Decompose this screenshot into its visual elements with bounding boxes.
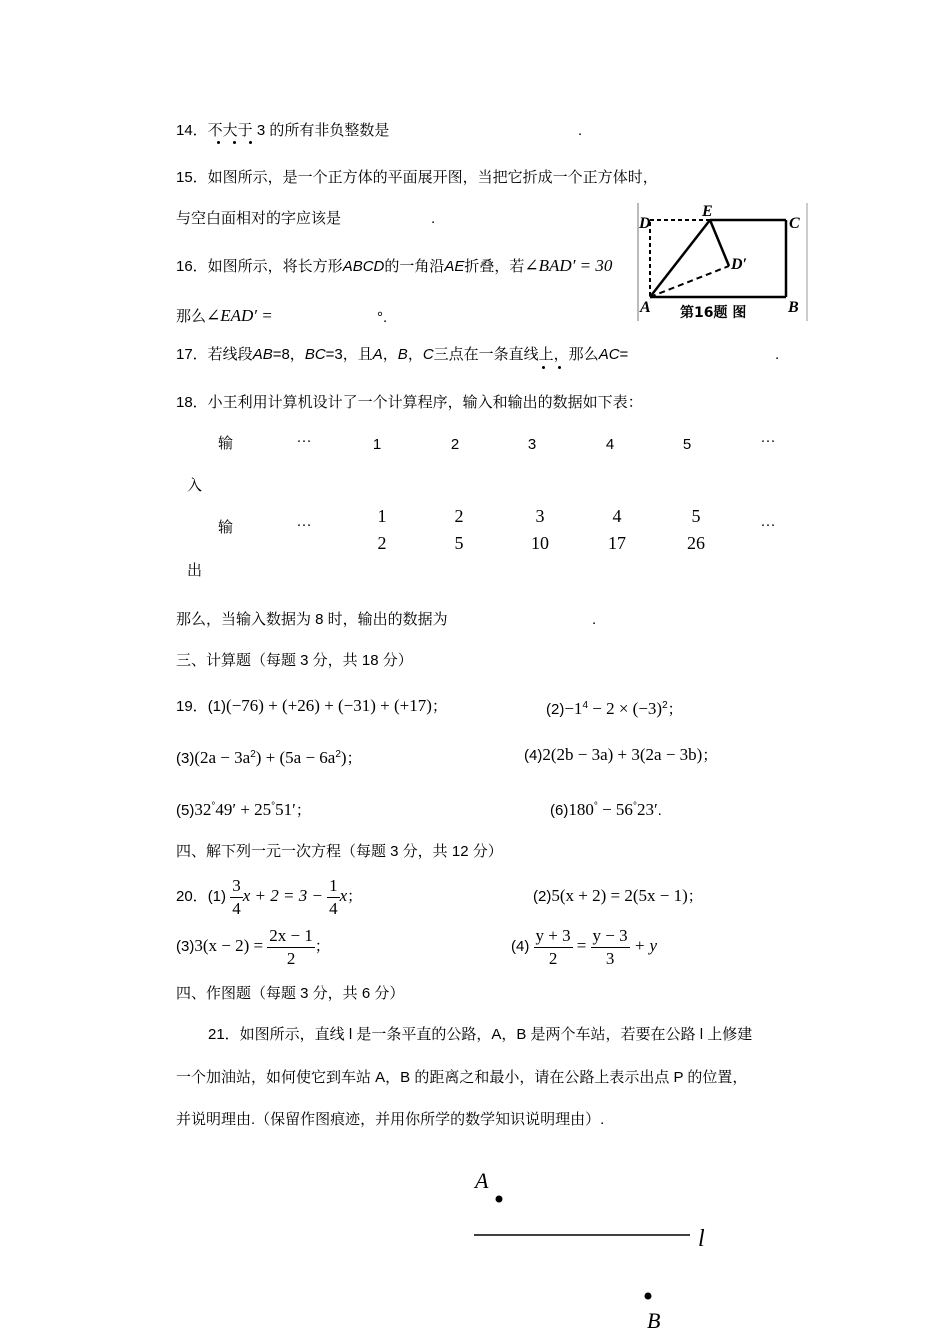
emphasis-dot bbox=[217, 141, 220, 144]
q20-part2: (2)5(x + 2) = 2(5x − 1)； bbox=[533, 886, 703, 905]
q14-text: 14．不大于 3 的所有非负整数是 bbox=[176, 122, 390, 139]
q20-part3: (3)3(x − 2) = $\frac{2x - 1}{2}$ ； bbox=[176, 925, 330, 968]
q15-end: . bbox=[431, 210, 436, 227]
q15-line2: 与空白面相对的字应该是 bbox=[176, 210, 342, 227]
q16-line2-end: °. bbox=[377, 309, 388, 326]
table-ellipsis: ··· bbox=[296, 516, 312, 533]
q15-line1: 15．如图所示，是一个正方体的平面展开图，当把它折成一个正方体时， bbox=[176, 169, 658, 186]
q19-part5: (5)32°49′ + 25°51′； bbox=[176, 800, 311, 819]
table-output-den: 2 bbox=[377, 533, 387, 553]
emphasis-dot bbox=[542, 366, 545, 369]
q18-after: 那么，当输入数据为 8 时，输出的数据为 bbox=[176, 611, 448, 628]
table-input-cell: 1 bbox=[372, 436, 382, 453]
fig21-label-a: A bbox=[475, 1168, 489, 1193]
emphasis-dot bbox=[233, 141, 236, 144]
q18-end: . bbox=[592, 611, 597, 628]
fig21-label-b: B bbox=[647, 1308, 661, 1333]
table-input-label-bottom: 入 bbox=[187, 477, 203, 494]
table-ellipsis: ··· bbox=[760, 432, 776, 449]
q18-text: 18．小王利用计算机设计了一个计算程序，输入和输出的数据如下表： bbox=[176, 394, 643, 411]
table-input-label-top: 输 bbox=[218, 435, 234, 452]
table-input-cell: 5 bbox=[682, 436, 692, 453]
emphasis-dot bbox=[249, 141, 252, 144]
q17-end: . bbox=[775, 346, 780, 363]
table-ellipsis: ··· bbox=[760, 516, 776, 533]
q16-line2: 那么∠EAD′ = bbox=[176, 306, 273, 325]
emphasis-dot bbox=[558, 366, 561, 369]
fig16-label-d: D bbox=[639, 215, 651, 232]
table-output-den: 10 bbox=[531, 533, 549, 553]
fig16-label-b: B bbox=[788, 299, 799, 316]
table-output-num: 1 bbox=[377, 506, 387, 526]
fig21-label-l: l bbox=[698, 1226, 705, 1252]
table-input-cell: 2 bbox=[450, 436, 460, 453]
table-output-num: 2 bbox=[454, 506, 464, 526]
table-output-num: 3 bbox=[535, 506, 545, 526]
q19-part4: (4)2(2b − 3a) + 3(2a − 3b)； bbox=[524, 745, 718, 764]
table-output-num: 5 bbox=[691, 506, 701, 526]
table-output-den: 5 bbox=[454, 533, 464, 553]
table-output-den: 17 bbox=[608, 533, 626, 553]
table-input-cell: 4 bbox=[605, 436, 615, 453]
q20-part1: 20．(1) $\frac{3}{4}$ x + 2 = 3 − $\frac{1}{4}$ x； bbox=[176, 875, 363, 918]
table-output-den: 26 bbox=[687, 533, 705, 553]
section-3-heading: 三、计算题（每题 3 分，共 18 分） bbox=[176, 652, 413, 669]
fig16-label-a: A bbox=[640, 299, 651, 316]
q14-end: . bbox=[578, 122, 583, 139]
q21-line2: 一个加油站，如何使它到车站 A，B 的距离之和最小，请在公路上表示出点 P 的位置， bbox=[176, 1069, 748, 1086]
section-5-heading: 四、作图题（每题 3 分，共 6 分） bbox=[176, 985, 405, 1002]
q21-line1: 21．如图所示，直线 l 是一条平直的公路，A，B 是两个车站，若要在公路 l 上修建 bbox=[208, 1026, 753, 1043]
figure-16 bbox=[636, 202, 808, 322]
fig16-label-dprime: D′ bbox=[731, 256, 748, 273]
q20-part4: (4) $\frac{y + 3}{2}$ = $\frac{y - 3}{3}$ + y bbox=[511, 925, 658, 968]
fig16-caption: 第16题 图 bbox=[680, 305, 747, 321]
fig16-label-c: C bbox=[789, 215, 800, 232]
table-output-label-top: 输 bbox=[218, 519, 234, 536]
q16-line1: 16．如图所示，将长方形ABCD的一角沿AE折叠，若∠BAD′ = 30 bbox=[176, 256, 613, 275]
q17-text: 17．若线段AB=8，BC=3，且A，B，C三点在一条直线上，那么AC= bbox=[176, 346, 629, 363]
figure-21 bbox=[460, 1160, 730, 1340]
q19-part3: $(3)(2a - 3a^2) + (5a - 6a^2)$； bbox=[176, 748, 362, 767]
point-b bbox=[645, 1293, 652, 1300]
q19-part1: 19．(1)(−76) + (+26) + (−31) + (+17)； bbox=[176, 696, 447, 715]
table-output-num: 4 bbox=[612, 506, 622, 526]
table-input-cell: 3 bbox=[527, 436, 537, 453]
point-a bbox=[496, 1196, 503, 1203]
q19-part2: $(2)-1^4 - 2 \times (-3)^2$； bbox=[546, 699, 683, 718]
q19-part6: (6)180° − 56°23′. bbox=[550, 800, 662, 819]
table-output-label-bottom: 出 bbox=[187, 562, 203, 579]
fig16-label-e: E bbox=[702, 203, 713, 220]
q21-line3: 并说明理由.（保留作图痕迹，并用你所学的数学知识说明理由）. bbox=[176, 1111, 605, 1128]
table-ellipsis: ··· bbox=[296, 432, 312, 449]
section-4-heading: 四、解下列一元一次方程（每题 3 分，共 12 分） bbox=[176, 843, 503, 860]
